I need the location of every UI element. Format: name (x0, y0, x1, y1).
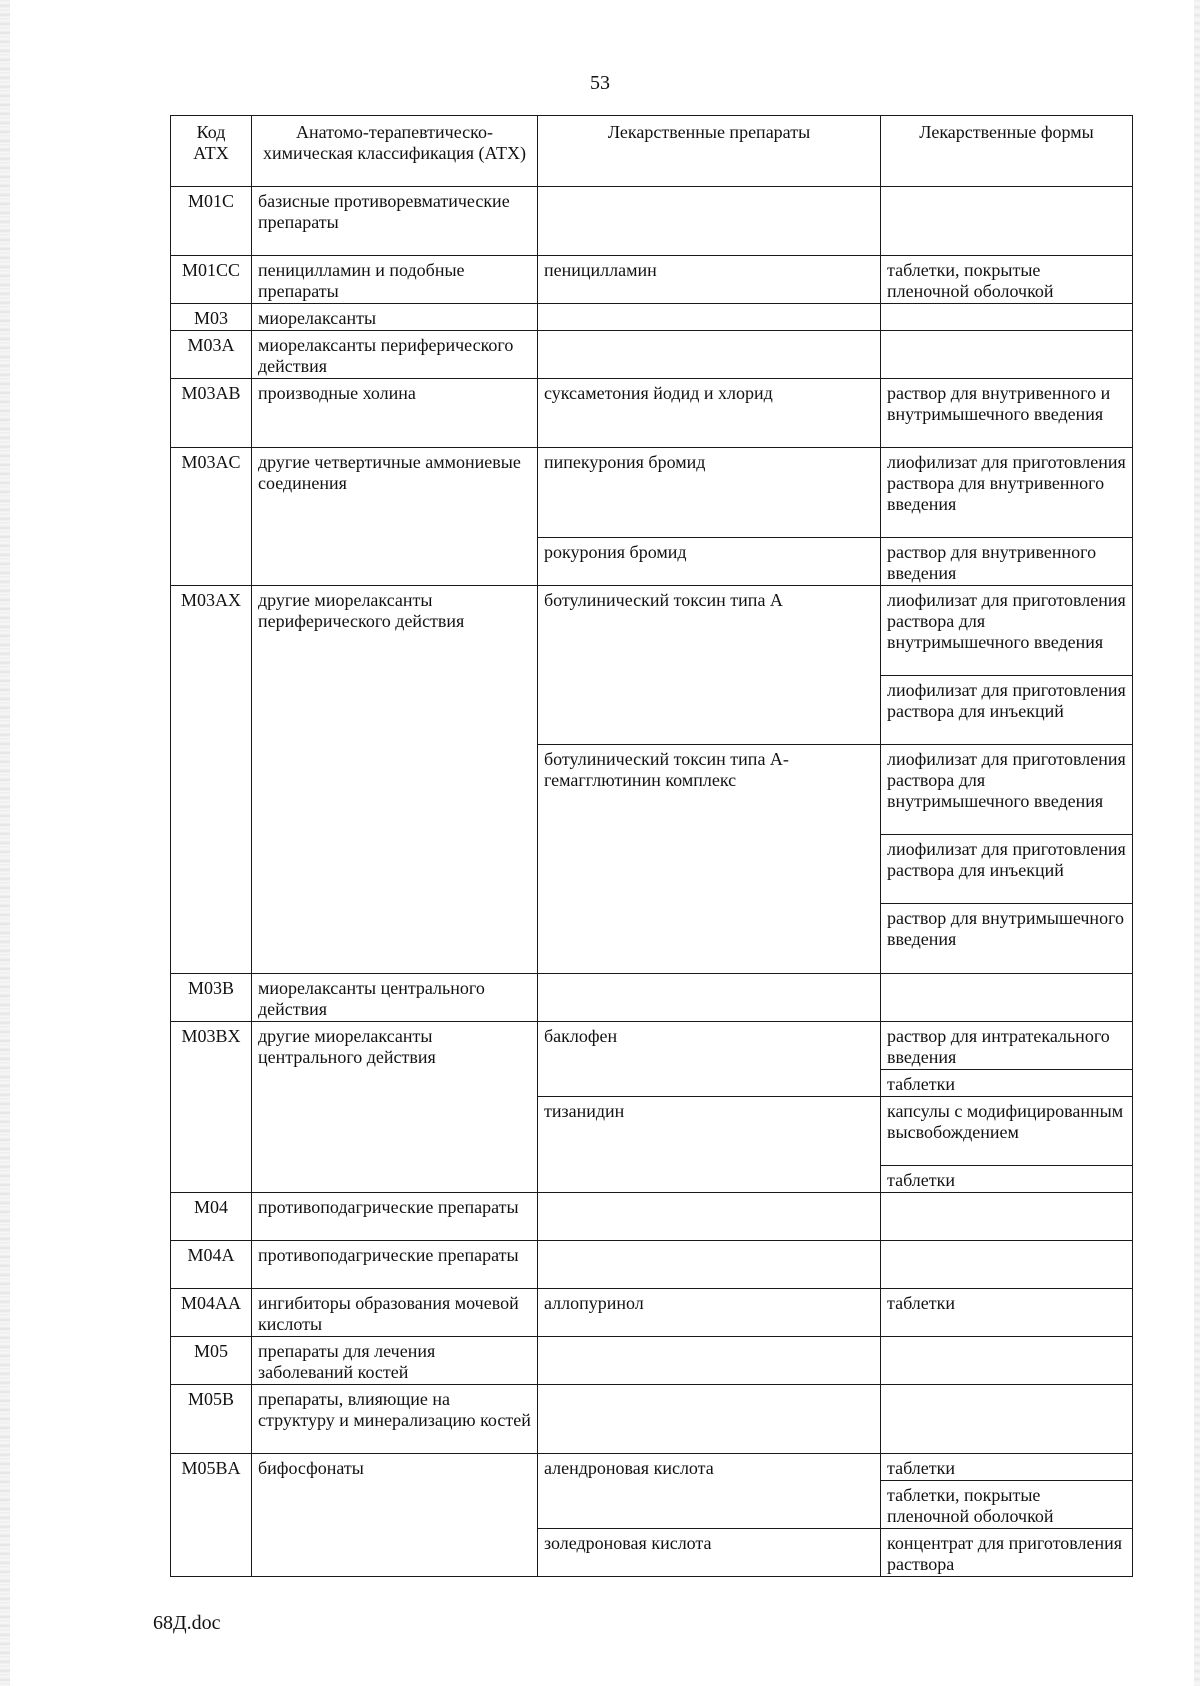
atc-code: M03A (171, 331, 252, 379)
page-number: 53 (590, 72, 610, 94)
dosage-form (881, 1385, 1133, 1454)
dosage-form: таблетки (881, 1070, 1133, 1097)
dosage-form (881, 1193, 1133, 1241)
drug-name: аллопуринол (538, 1289, 881, 1337)
atc-class: базисные противоревматические препараты (252, 187, 538, 256)
atc-code: M03AB (171, 379, 252, 448)
table-row (171, 1241, 1133, 1289)
atc-class: препараты, влияющие на структуру и минерализацию костей (252, 1385, 538, 1454)
dosage-form: раствор для внутривенного и внутримышечного введения (881, 379, 1133, 448)
header-forms: Лекарственные формы (881, 116, 1133, 187)
header-code: Код АТХ (171, 116, 252, 187)
table-row (171, 187, 1133, 256)
scan-edge-right (1194, 0, 1200, 1686)
atc-code: M04A (171, 1241, 252, 1289)
atc-code: M01CC (171, 256, 252, 304)
atc-code: M03AX (171, 586, 252, 974)
dosage-form: лиофилизат для приготовления раствора для внутримышечного введения (881, 745, 1133, 835)
dosage-form: таблетки (881, 1454, 1133, 1481)
drug-name (538, 187, 881, 256)
dosage-form: раствор для внутримышечного введения (881, 904, 1133, 974)
footer-filename: 68Д.doc (153, 1612, 221, 1634)
drug-name (538, 1337, 881, 1385)
dosage-form (881, 331, 1133, 379)
table-row (171, 379, 1133, 448)
drug-name (538, 304, 881, 331)
table-row (171, 448, 1133, 538)
table-row (171, 331, 1133, 379)
atc-class: другие миорелаксанты центрального действия (252, 1022, 538, 1193)
drug-name: ботулинический токсин типа А (538, 586, 881, 745)
drug-name (538, 1193, 881, 1241)
atc-code: M04AA (171, 1289, 252, 1337)
atc-code: M03 (171, 304, 252, 331)
dosage-form: концентрат для приготовления раствора (881, 1529, 1133, 1577)
table-row (171, 304, 1133, 331)
dosage-form (881, 187, 1133, 256)
drug-name: пипекурония бромид (538, 448, 881, 538)
dosage-form: раствор для внутривенного введения (881, 538, 1133, 586)
dosage-form: раствор для интратекального введения (881, 1022, 1133, 1070)
table-row (171, 256, 1133, 304)
atc-table (170, 115, 1133, 1577)
drug-name: ботулинический токсин типа А-гемагглютинин комплекс (538, 745, 881, 974)
table-row (171, 1193, 1133, 1241)
dosage-form (881, 304, 1133, 331)
atc-code: M05B (171, 1385, 252, 1454)
dosage-form: лиофилизат для приготовления раствора для инъекций (881, 676, 1133, 745)
drug-name (538, 1385, 881, 1454)
dosage-form (881, 974, 1133, 1022)
atc-class: ингибиторы образования мочевой кислоты (252, 1289, 538, 1337)
dosage-form: таблетки, покрытые пленочной оболочкой (881, 1481, 1133, 1529)
drug-name (538, 1241, 881, 1289)
drug-name (538, 331, 881, 379)
atc-code: M03BX (171, 1022, 252, 1193)
atc-code: M03B (171, 974, 252, 1022)
dosage-form: лиофилизат для приготовления раствора для инъекций (881, 835, 1133, 904)
table-row (171, 1289, 1133, 1337)
table-row (171, 1337, 1133, 1385)
drug-name: рокурония бромид (538, 538, 881, 586)
scan-edge-left (0, 0, 10, 1686)
atc-class: противоподагрические препараты (252, 1241, 538, 1289)
dosage-form: капсулы с модифицированным высвобождением (881, 1097, 1133, 1166)
table-row (171, 1385, 1133, 1454)
dosage-form: таблетки, покрытые пленочной оболочкой (881, 256, 1133, 304)
drug-name: золедроновая кислота (538, 1529, 881, 1577)
drug-name (538, 974, 881, 1022)
drug-name: тизанидин (538, 1097, 881, 1193)
drug-name: алендроновая кислота (538, 1454, 881, 1529)
atc-class: препараты для лечения заболеваний костей (252, 1337, 538, 1385)
drug-name: суксаметония йодид и хлорид (538, 379, 881, 448)
atc-class: другие миорелаксанты периферического действия (252, 586, 538, 974)
drug-name: пеницилламин (538, 256, 881, 304)
table-row (171, 974, 1133, 1022)
atc-class: противоподагрические препараты (252, 1193, 538, 1241)
table-row (171, 586, 1133, 676)
table-row (171, 1022, 1133, 1070)
atc-class: пеницилламин и подобные препараты (252, 256, 538, 304)
atc-class: миорелаксанты (252, 304, 538, 331)
dosage-form (881, 1241, 1133, 1289)
table-header-row (171, 116, 1133, 187)
header-drugs: Лекарственные препараты (538, 116, 881, 187)
table-row (171, 1454, 1133, 1481)
dosage-form: таблетки (881, 1166, 1133, 1193)
atc-code: M05 (171, 1337, 252, 1385)
atc-class: другие четвертичные аммониевые соединения (252, 448, 538, 586)
atc-class: бифосфонаты (252, 1454, 538, 1577)
atc-code: M05BA (171, 1454, 252, 1577)
atc-code: M03AC (171, 448, 252, 586)
drug-name: баклофен (538, 1022, 881, 1097)
atc-code: M04 (171, 1193, 252, 1241)
atc-class: миорелаксанты центрального действия (252, 974, 538, 1022)
header-classification: Анатомо-терапевтическо-химическая классификация (АТХ) (252, 116, 538, 187)
atc-code: M01C (171, 187, 252, 256)
atc-class: производные холина (252, 379, 538, 448)
dosage-form (881, 1337, 1133, 1385)
dosage-form: лиофилизат для приготовления раствора для внутримышечного введения (881, 586, 1133, 676)
atc-class: миорелаксанты периферического действия (252, 331, 538, 379)
dosage-form: лиофилизат для приготовления раствора для внутривенного введения (881, 448, 1133, 538)
dosage-form: таблетки (881, 1289, 1133, 1337)
